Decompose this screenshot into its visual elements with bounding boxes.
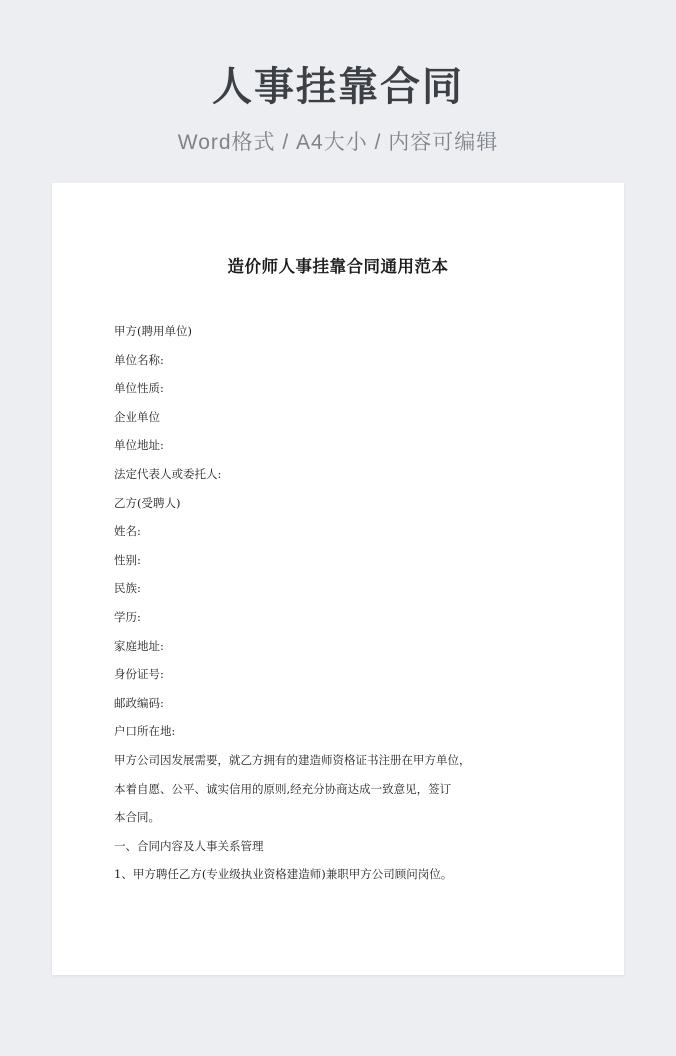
- document-line: 甲方公司因发展需要，就乙方拥有的建造师资格证书注册在甲方单位，: [114, 752, 471, 767]
- document-line: 单位性质:: [114, 381, 164, 396]
- document-line: 本合同。: [114, 810, 160, 825]
- document-line: 乙方(受聘人): [114, 495, 181, 510]
- document-line: 单位名称:: [114, 352, 164, 367]
- document-line: 学历:: [114, 609, 141, 624]
- document-line: 身份证号:: [114, 667, 164, 682]
- document-line: 单位地址:: [114, 438, 164, 453]
- document-line: 一、合同内容及人事关系管理: [114, 838, 264, 853]
- document-line: 性别:: [114, 552, 141, 567]
- document-body: [52, 183, 624, 889]
- page-title: 人事挂靠合同: [212, 65, 464, 109]
- document-line: 姓名:: [114, 524, 141, 539]
- document-line: 民族:: [114, 581, 141, 596]
- page-subtitle: Word格式 / A4大小 / 内容可编辑: [177, 131, 499, 154]
- document-title: 造价师人事挂靠合同通用范本: [227, 257, 449, 276]
- document-line: 家庭地址:: [114, 638, 164, 653]
- document-line: 1、甲方聘任乙方(专业级执业资格建造师)兼职甲方公司顾问岗位。: [114, 867, 453, 882]
- preview-header: [0, 0, 676, 156]
- document-line: 甲方(聘用单位): [114, 324, 192, 338]
- document-line: 本着自愿、公平、诚实信用的原则,经充分协商达成一致意见，签订: [114, 781, 452, 796]
- document-sheet[interactable]: [52, 183, 624, 975]
- document-line: 企业单位: [114, 409, 160, 424]
- document-line: 邮政编码:: [114, 695, 164, 710]
- document-line: 户口所在地:: [114, 724, 176, 739]
- document-line: 法定代表人或委托人:: [114, 466, 222, 481]
